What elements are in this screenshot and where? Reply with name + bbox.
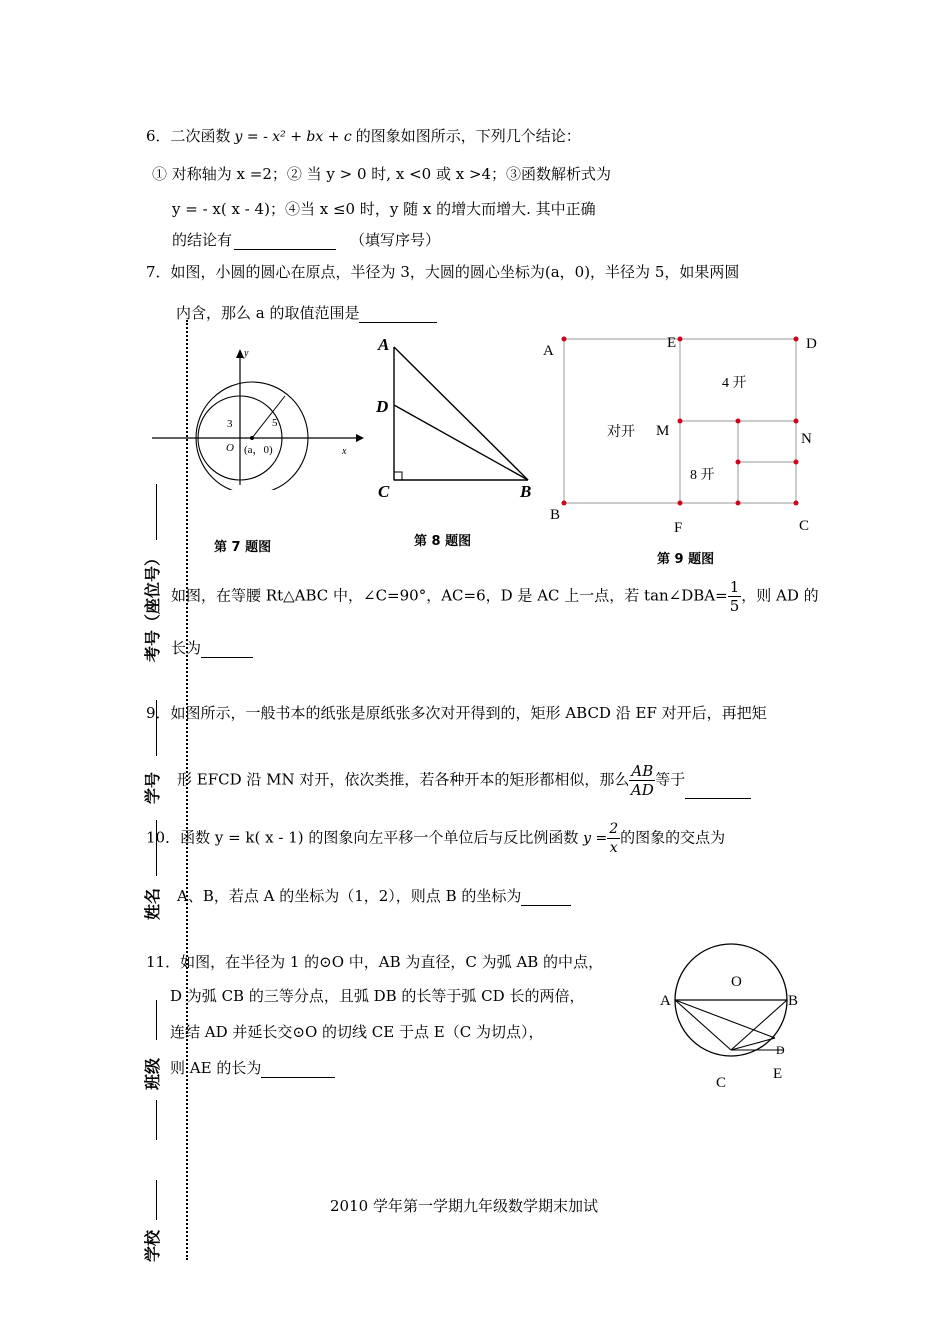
q11-line3: 连结 AD 并延长交⊙O 的切线 CE 于点 E（C 为切点）， <box>170 1023 544 1041</box>
q10-line1: 10．函数 y = k( x - 1) 的图象向左平移一个单位后与反比例函数 y = $\frac{2}{x}$ 的图象的交点为 <box>146 821 726 856</box>
fig8-label-b: B <box>520 482 532 501</box>
q10-line2: A、B，若点 A 的坐标为（1，2），则点 B 的坐标为 <box>177 886 571 906</box>
fig9-label-n: N <box>801 431 812 447</box>
fig11-label-b: B <box>788 993 799 1009</box>
fig7-x-label: x <box>342 446 347 457</box>
q11-line2: D 为弧 CB 的三等分点，且弧 DB 的长等于弧 CD 长的两倍， <box>170 987 585 1005</box>
q11-line1: 11．如图，在半径为 1 的⊙O 中，AB 为直径，C 为弧 AB 的中点， <box>146 953 604 971</box>
name-fill-line <box>156 820 157 876</box>
q8-line2: 长为 <box>171 638 253 658</box>
exam-no-fill-line <box>156 484 157 540</box>
fig11-label-e: E <box>773 1066 783 1082</box>
q9-answer-blank[interactable] <box>685 784 751 799</box>
fig11-label-a: A <box>660 993 671 1009</box>
q11-answer-blank[interactable] <box>261 1063 335 1078</box>
fig7-origin-label: O <box>226 442 234 454</box>
figure-9-paper <box>535 325 825 545</box>
q7-answer-blank[interactable] <box>359 308 437 323</box>
fig7-radius-big: 5 <box>272 417 278 429</box>
class-fill-line-2 <box>156 1100 157 1140</box>
fig9-caption: 第 9 题图 <box>657 552 715 567</box>
q8-answer-blank[interactable] <box>201 643 253 658</box>
fig11-label-c: C <box>716 1075 727 1091</box>
q6-answer-blank[interactable] <box>234 235 336 250</box>
q11-line4: 则 AE 的长为 <box>170 1058 335 1078</box>
fig7-y-label: y <box>244 348 249 359</box>
fig9-region-8: 8 开 <box>690 468 715 483</box>
fig8-label-c: C <box>378 482 390 501</box>
fig9-label-b: B <box>550 507 561 523</box>
sidebar-student-no: 学号 <box>143 771 162 804</box>
q10-answer-blank[interactable] <box>521 891 571 906</box>
fig8-caption: 第 8 题图 <box>414 534 472 549</box>
q6-line2: ① 对称轴为 x =2；② 当 y > 0 时, x <0 或 x >4；③函数解析式为 <box>152 165 612 183</box>
fig9-region-fold: 对开 <box>607 425 635 440</box>
q9-line1: 9．如图所示，一般书本的纸张是原纸张多次对开得到的，矩形 ABCD 沿 EF 对开后，再把矩 <box>146 704 767 722</box>
student-no-fill-line <box>156 700 157 756</box>
figure-8-triangle <box>370 330 545 505</box>
figure-11-circle <box>655 930 825 1095</box>
q6-line4: 的结论有 （填写序号） <box>172 231 441 249</box>
q6-line1: 6．二次函数 y = - x² + bx + c 的图象如图所示，下列几个结论： <box>146 127 581 145</box>
school-fill-line <box>156 1180 157 1220</box>
fig11-label-o: O <box>731 974 742 990</box>
q8-line1: 如图，在等腰 Rt△ABC 中，∠C=90°，AC=6，D 是 AC 上一点，若 tan∠DBA= $\frac{1}{5}$ ，则 AD 的 <box>171 578 819 615</box>
fig9-label-e: E <box>667 335 677 351</box>
fig9-label-c: C <box>799 518 810 534</box>
fig7-caption: 第 7 题图 <box>214 540 272 555</box>
fig9-label-f: F <box>674 520 683 536</box>
binding-dotted-line <box>186 320 188 1260</box>
fig11-label-d: D <box>776 1043 785 1057</box>
q10-fraction: $\frac{2}{x}$ <box>609 821 619 856</box>
fig9-label-a: A <box>543 343 554 359</box>
fig7-center-label: (a，0) <box>244 444 273 456</box>
footer-title: 2010 学年第一学期九年级数学期末加试 <box>330 1197 598 1215</box>
figure-7-circles <box>140 340 370 490</box>
sidebar-name: 姓名 <box>143 887 162 920</box>
q7-line1: 7．如图，小圆的圆心在原点，半径为 3，大圆的圆心坐标为(a，0)，半径为 5，如果两圆 <box>146 263 740 281</box>
sidebar-school: 学校 <box>143 1229 162 1262</box>
q8-fraction: $\frac{1}{5}$ <box>729 578 740 615</box>
fig9-region-4: 4 开 <box>722 376 747 391</box>
fig8-label-d: D <box>376 397 389 416</box>
sidebar-class: 班级 <box>143 1057 162 1090</box>
fig7-radius-small: 3 <box>227 418 233 430</box>
fig9-label-m: M <box>656 423 670 439</box>
sidebar-exam-no: 考号（座位号） <box>143 549 162 662</box>
q6-line3: y = - x( x - 4)；④当 x ≤0 时，y 随 x 的增大而增大. 其中正确 <box>172 200 596 218</box>
fig9-label-d: D <box>806 336 817 352</box>
class-fill-line <box>156 1000 157 1040</box>
q9-line2: 形 EFCD 沿 MN 对开，依次类推，若各种开本的矩形都相似，那么 $\frac{AB}{AD}$ 等于 <box>177 762 751 799</box>
q9-fraction: $\frac{AB}{AD}$ <box>630 762 654 799</box>
q7-line2: 内含，那么 a 的取值范围是 <box>176 303 437 323</box>
fig8-label-a: A <box>378 335 390 354</box>
